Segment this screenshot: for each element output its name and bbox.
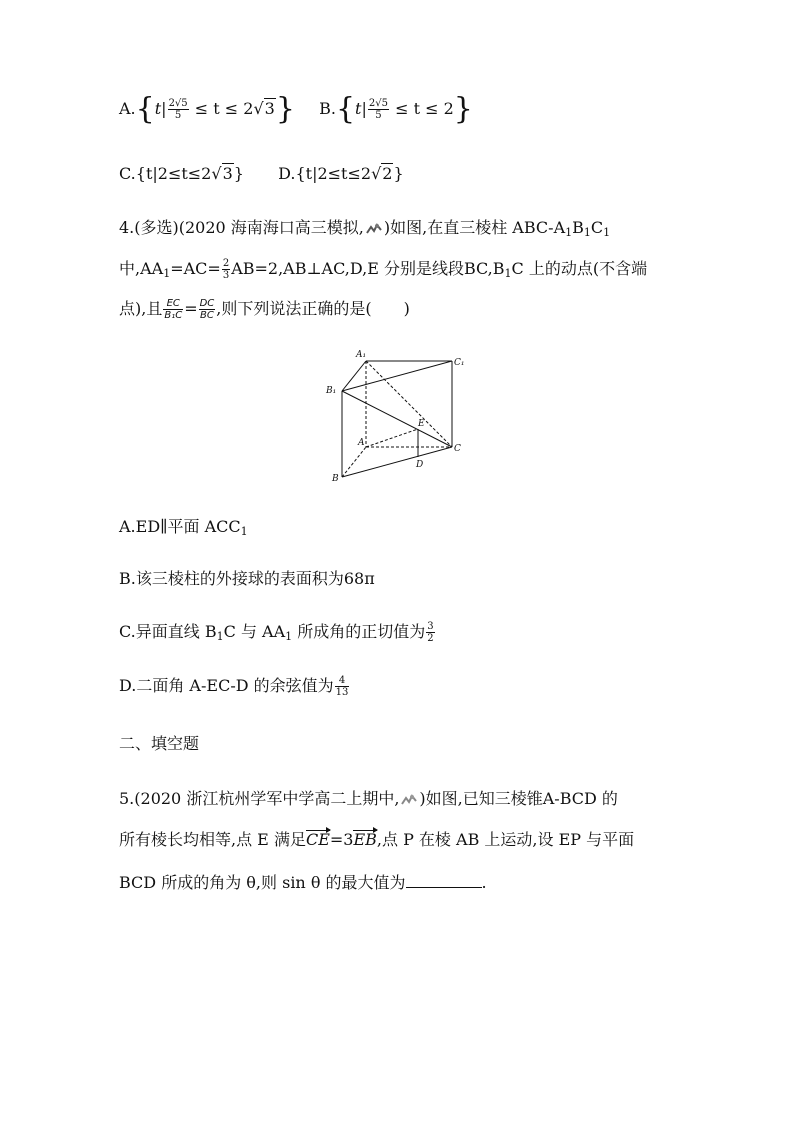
difficulty-star-icon bbox=[364, 222, 384, 236]
difficulty-star-icon bbox=[399, 793, 419, 807]
edge-b1c1 bbox=[342, 361, 452, 391]
segment-ae bbox=[366, 429, 418, 447]
q5-stem-line3: BCD 所成的角为 θ,则 sin θ 的最大值为 . bbox=[119, 873, 487, 892]
fraction: $\frac{3}{2}$ bbox=[427, 621, 434, 644]
section-heading: 二、填空题 bbox=[119, 734, 200, 753]
q3-option-row-cd bbox=[119, 163, 404, 185]
fraction: $\frac{2√5}{5}$ bbox=[368, 98, 388, 121]
label-b: B bbox=[332, 474, 339, 484]
q4-option-c: C.异面直线 $B_1C$ 与 $AA_1$ 所成角的正切值为 $\frac{3}{2}$ bbox=[119, 621, 434, 644]
q3-option-d: D.{t|2≤t≤2√2} bbox=[278, 164, 404, 183]
fraction: $\frac{2}{3}$ bbox=[222, 258, 230, 281]
q4-option-b: B.该三棱柱的外接球的表面积为68π bbox=[119, 569, 375, 588]
fraction: $\frac{DC}{BC}$ bbox=[199, 298, 215, 321]
label-c1: C₁ bbox=[454, 358, 465, 368]
edge-ba bbox=[342, 447, 366, 477]
q3-option-row-ab bbox=[119, 91, 473, 127]
edge-bc bbox=[342, 447, 452, 477]
fraction: $\frac{2√5}{5}$ bbox=[168, 98, 188, 121]
label-b1: B₁ bbox=[326, 386, 337, 396]
q4-stem-line3: 点),且 $\frac{EC}{\text{B₁C}}$ = $\frac{DC}{BC}$ ,则下列说法正确的是( ) bbox=[119, 298, 410, 321]
q5-stem-line1: 5.(2020 浙江杭州学军中学高二上期中, )如图,已知三棱锥A-BCD 的 bbox=[119, 789, 618, 808]
label-d: D bbox=[416, 460, 424, 470]
label-a: A bbox=[358, 438, 365, 448]
q3-option-b: B.{t| $\frac{2√5}{5}$ ≤ t ≤ 2} bbox=[319, 91, 473, 127]
answer-blank[interactable] bbox=[406, 873, 482, 888]
q4-stem-line2: 中$,AA_1=AC=$ $\frac{2}{3}$ AB=2,AB⊥AC,D,E 分别是线段$BC,B_1C$ 上的动点(不含端 bbox=[119, 258, 648, 281]
vector-eb: EB bbox=[353, 830, 377, 849]
q5-stem-line2: 所有棱长均相等,点 E 满足CE=3EB,点 P 在棱 AB 上运动,设 EP 与平面 bbox=[119, 830, 635, 849]
q4-option-a: A.ED∥平面 $ACC_1$ bbox=[119, 517, 248, 538]
q3-option-c: C.{t|2≤t≤2√3} bbox=[119, 164, 244, 183]
vector-ce: CE bbox=[305, 830, 330, 849]
label-e: E bbox=[418, 419, 425, 429]
prism-figure bbox=[320, 345, 480, 485]
q3-option-a: A.{t| $\frac{2√5}{5}$ ≤ t ≤ 2√3} bbox=[119, 91, 295, 127]
segment-a1c bbox=[366, 361, 452, 447]
q4-option-d: D.二面角 A-EC-D 的余弦值为 $\frac{4}{13}$ bbox=[119, 675, 349, 698]
edge-b1a1 bbox=[342, 361, 366, 391]
fraction: $\frac{EC}{\text{B₁C}}$ bbox=[164, 298, 183, 321]
fraction: $\frac{4}{13}$ bbox=[335, 675, 349, 698]
label-a1: A₁ bbox=[356, 350, 367, 360]
q4-stem-line1: 4.(多选)(2020 海南海口高三模拟, )如图,在直三棱柱 ABC-$A_1B_1C_1$ bbox=[119, 218, 611, 239]
sqrt: √3 bbox=[253, 99, 275, 118]
label-c: C bbox=[454, 444, 461, 454]
